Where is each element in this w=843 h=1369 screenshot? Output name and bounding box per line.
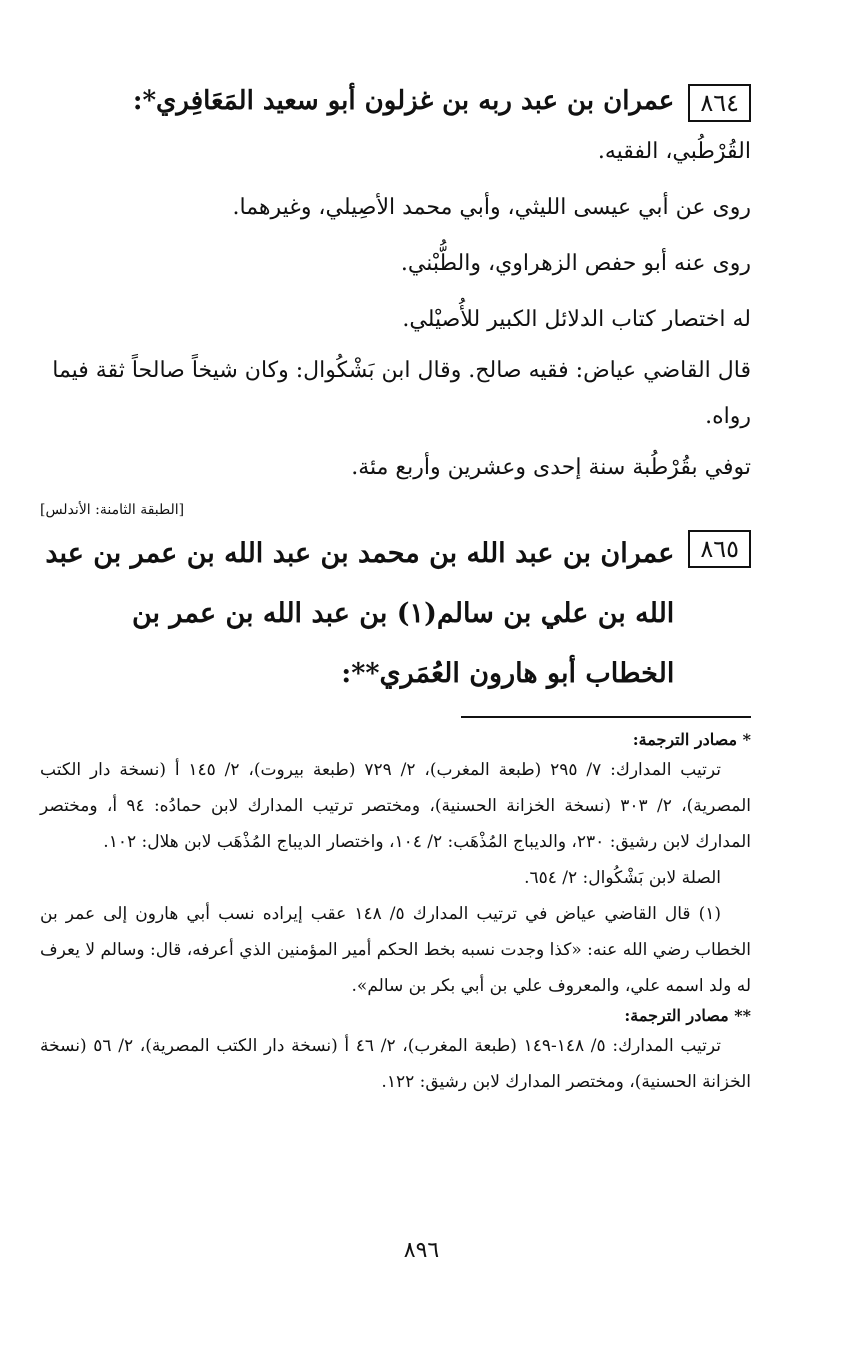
footnote-text: الصلة لابن بَشْكُوال: ٢/ ٦٥٤. <box>524 868 721 888</box>
footnote-text: ترتيب المدارك: ٥/ ١٤٨-١٤٩ (طبعة المغرب)، ٢/ ٤٦ أ (نسخة دار الكتب المصرية)، ٢/ ٥٦ (نسخة الخزانة الحسنية)، ومختصر المدارك لابن رشيق: ١٢٢. <box>40 1036 751 1092</box>
entry-line: روى عن أبي عيسى الليثي، وأبي محمد الأصِيلي، وغيرهما. <box>232 195 751 220</box>
entry-line: روى عنه أبو حفص الزهراوي، والطُّبْني. <box>400 251 751 276</box>
layer-note: [الطبقة الثامنة: الأندلس] <box>40 502 185 518</box>
footnote-heading: ** مصادر الترجمة: <box>624 1006 751 1025</box>
entry-name: عمران بن عبد الله بن محمد بن عبد الله بن عمر بن عبد الله بن علي بن سالم(١) بن عبد الله بن عمر بن الخطاب أبو هارون العُمَري**: <box>45 538 675 689</box>
entry-number-box: ٨٦٥ <box>688 530 751 568</box>
entry-number-box: ٨٦٤ <box>688 84 751 122</box>
entry-864 <box>40 78 751 518</box>
entry-line: القُرْطُبي، الفقيه. <box>597 139 751 164</box>
page-body <box>40 78 751 1100</box>
entry-line: له اختصار كتاب الدلائل الكبير للأُصيْلي. <box>402 307 751 332</box>
footnote-heading: * مصادر الترجمة: <box>632 730 751 749</box>
page-number: ٨٩٦ <box>403 1238 440 1263</box>
entry-name: عمران بن عبد ربه بن غزلون أبو سعيد المَعَافِري*: <box>132 86 675 116</box>
footnote-note: (١) قال القاضي عياض في ترتيب المدارك ٥/ ١٤٨ عقب إيراده نسب أبي هارون إلى عمر بن الخطاب رضي الله عنه: «كذا وجدت نسبه بخط الحكم أمير المؤمنين الذي أعرفه، قال: وسالم لا يعرف له ولد اسمه علي، والمعروف علي بن أبي بكر بن سالم». <box>40 904 751 996</box>
entry-heading <box>40 78 751 124</box>
footnotes <box>40 728 751 1100</box>
footnote-divider <box>461 716 751 718</box>
entry-heading <box>40 524 751 704</box>
footnote-text: ترتيب المدارك: ٧/ ٢٩٥ (طبعة المغرب)، ٢/ ٧٢٩ (طبعة بيروت)، ٢/ ١٤٥ أ (نسخة دار الكتب المصرية)، ٢/ ٣٠٣ (نسخة الخزانة الحسنية)، ومختصر ترتيب المدارك لابن حمادُه: ٩٤ أ، ومختصر المدارك لابن رشيق: ٢٣٠، والديباج المُذْهَب: ٢/ ١٠٤، واختصار الديباج المُذْهَب لابن هلال: ١٠٢. <box>40 760 751 852</box>
entry-line: قال القاضي عياض: فقيه صالح. وقال ابن بَشْكُوال: وكان شيخاً صالحاً ثقة فيما رواه. <box>52 358 751 429</box>
entry-865 <box>40 524 751 704</box>
entry-line: توفي بقُرْطُبة سنة إحدى وعشرين وأربع مئة. <box>351 455 751 480</box>
